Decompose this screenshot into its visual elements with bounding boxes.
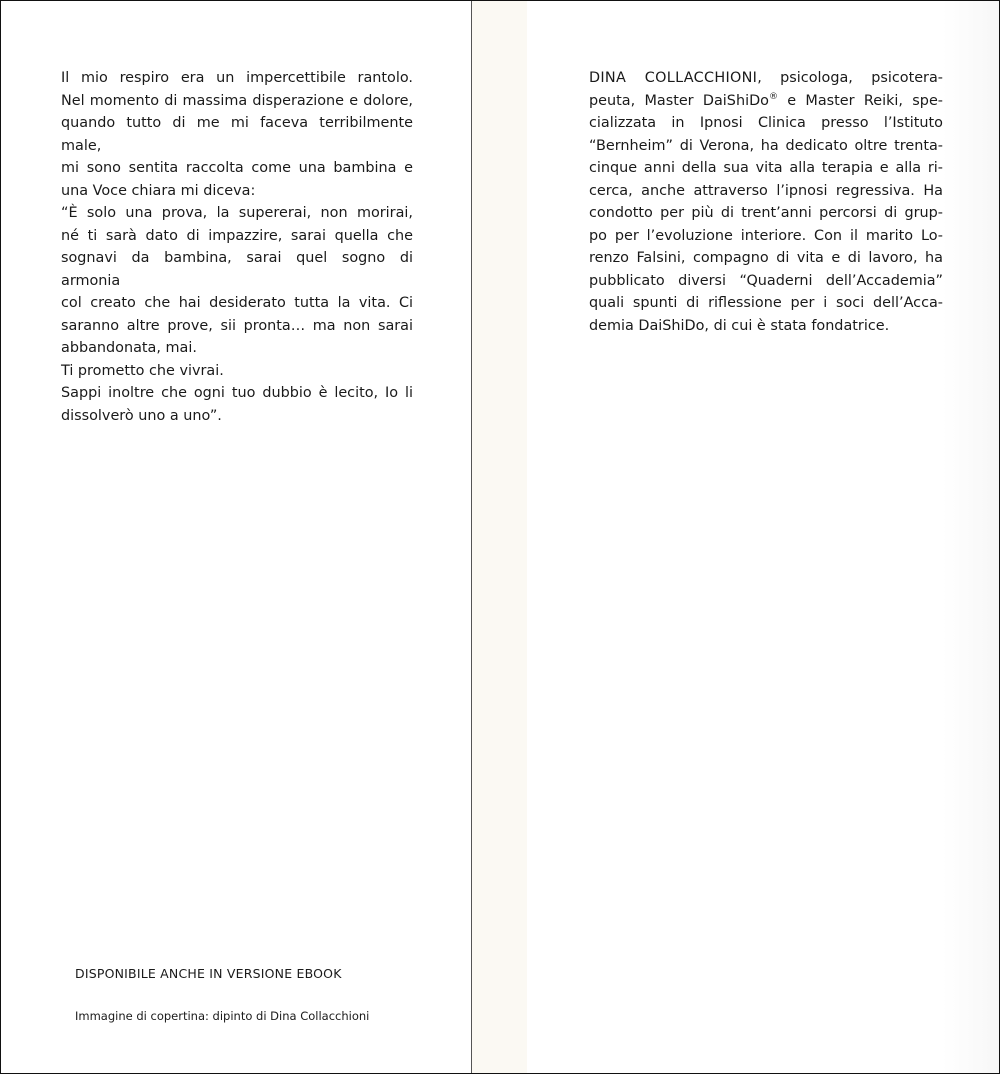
text-line: saranno altre prove, sii pronta… ma non sarai: [61, 317, 413, 334]
cover-image-credit: Immagine di copertina: dipinto di Dina Collacchioni: [75, 1009, 370, 1023]
ebook-availability-note: DISPONIBILE ANCHE IN VERSIONE EBOOK: [75, 966, 342, 981]
book-spine: [471, 1, 528, 1073]
text-line: quando tutto di me mi faceva terribilmente male,: [61, 115, 413, 154]
author-name: DINA COLLACCHIONI: [589, 70, 758, 86]
bio-line: peuta, Master DaiShiDo® e Master Reiki, spe-: [589, 91, 943, 109]
bio-line: demia DaiShiDo, di cui è stata fondatrice.: [589, 317, 890, 334]
bio-line: “Bernheim” di Verona, ha dedicato oltre trenta-: [589, 137, 943, 154]
text-line: Sappi inoltre che ogni tuo dubbio è lecito, Io li: [61, 385, 413, 401]
text-line: dissolverò uno a uno”.: [61, 407, 222, 424]
text-line: “È solo una prova, la supererai, non morirai,: [61, 205, 413, 221]
text-line: una Voce chiara mi diceva:: [61, 182, 256, 199]
back-flap-right: [527, 1, 999, 1073]
quote-text: [61, 67, 413, 427]
text-line: col creato che hai desiderato tutta la vita. Ci: [61, 295, 413, 311]
bio-line: renzo Falsini, compagno di vita e di lavoro, ha: [589, 250, 943, 266]
text-line: Il mio respiro era un impercettibile rantolo.: [61, 70, 413, 86]
text-line: sognavi da bambina, sarai quel sogno di armonia: [61, 250, 413, 289]
back-flap-left: [1, 1, 471, 1073]
text-line: mi sono sentita raccolta come una bambina e: [61, 160, 413, 176]
bio-line: condotto per più di trent’anni percorsi di grup-: [589, 205, 943, 221]
bio-line: cerca, anche attraverso l’ipnosi regressiva. Ha: [589, 182, 943, 199]
bio-line: po per l’evoluzione interiore. Con il marito Lo-: [589, 227, 943, 244]
bio-line: cializzata in Ipnosi Clinica presso l’Istituto: [589, 115, 943, 131]
text-line: Nel momento di massima disperazione e dolore,: [61, 92, 413, 109]
author-bio: [589, 67, 943, 337]
bio-line: quali spunti di riflessione per i soci dell’Acca-: [589, 295, 943, 311]
text-line: abbandonata, mai.: [61, 340, 197, 356]
registered-mark: ®: [768, 91, 778, 102]
text-line: Ti prometto che vivrai.: [61, 362, 224, 379]
bio-line: pubblicato diversi “Quaderni dell’Accademia”: [589, 272, 943, 289]
text-line: né ti sarà dato di impazzire, sarai quella che: [61, 227, 413, 244]
bio-line: DINA COLLACCHIONI, psicologa, psicotera-: [589, 70, 943, 86]
bio-line: cinque anni della sua vita alla terapia e alla ri-: [589, 160, 943, 176]
